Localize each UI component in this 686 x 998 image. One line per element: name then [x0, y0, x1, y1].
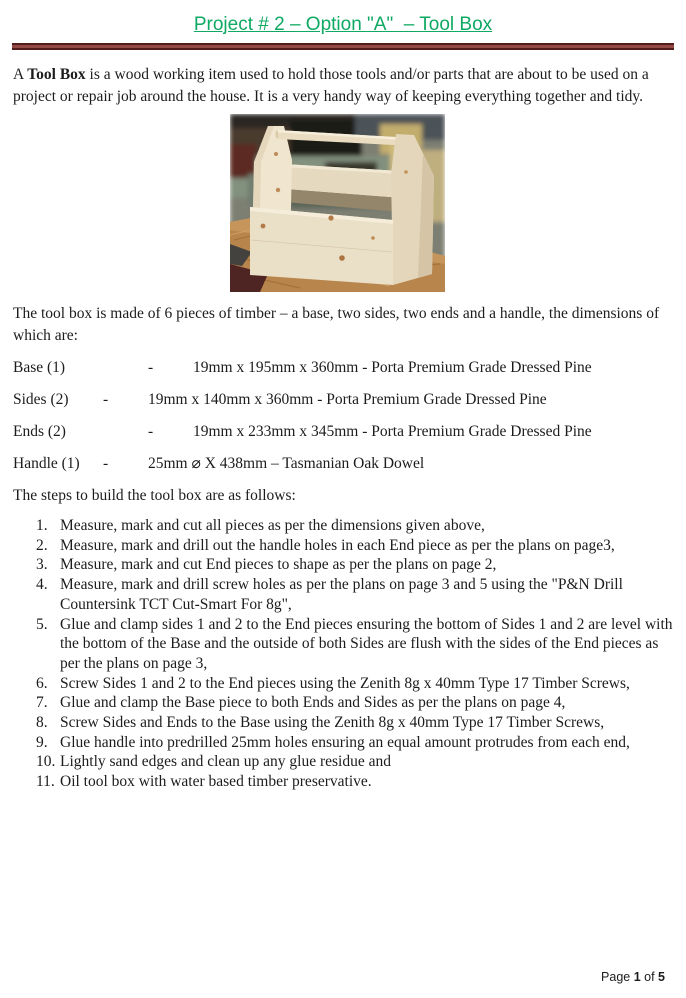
- step-text: Measure, mark and drill screw holes as per the plans on page 3 and 5 using the "P&N Drill Countersink TCT Cut-Smart For 8g",: [60, 576, 623, 613]
- part-dash: -: [103, 391, 109, 408]
- step-item: [36, 693, 673, 713]
- part-row-sides: [13, 389, 673, 411]
- step-text: Measure, mark and cut all pieces as per the dimensions given above,: [60, 517, 485, 534]
- page-number-footer: [601, 970, 665, 984]
- intro-paragraph: [13, 64, 673, 108]
- step-item: [36, 772, 673, 792]
- step-item: [36, 713, 673, 733]
- step-number: 9.: [36, 733, 48, 751]
- step-number: 8.: [36, 714, 48, 732]
- step-item: [36, 555, 673, 575]
- page-title: Project # 2 – Option "A" – Tool Box: [193, 14, 493, 35]
- steps-intro: The steps to build the tool box are as follows:: [13, 487, 296, 504]
- step-number: 3.: [36, 556, 48, 574]
- step-item: [36, 752, 673, 772]
- step-number: 4.: [36, 576, 48, 594]
- footer-current-page: 1: [633, 970, 641, 984]
- part-label: Base (1): [13, 359, 66, 376]
- step-text: Measure, mark and drill out the handle holes in each End piece as per the plans on page3,: [60, 536, 615, 554]
- title-divider-rule: [12, 43, 674, 50]
- part-dash: -: [148, 359, 154, 376]
- step-number: 11.: [36, 773, 55, 791]
- intro-rest: is a wood working item used to hold those tools and/or parts that are about to be used on a project or repair job around the house. It is a very handy way of keeping everything together and tidy.: [13, 66, 649, 105]
- step-text: Oil tool box with water based timber preservative.: [60, 773, 372, 791]
- step-number: 2.: [36, 536, 48, 554]
- intro-lead: A: [13, 66, 28, 83]
- step-text: Lightly sand edges and clean up any glue residue and: [60, 753, 391, 771]
- part-label: Handle (1): [13, 455, 80, 472]
- part-row-handle: [13, 453, 673, 475]
- step-item: [36, 674, 673, 694]
- part-spec: 19mm x 233mm x 345mm - Porta Premium Grade Dressed Pine: [193, 423, 592, 440]
- step-number: 1.: [36, 517, 48, 534]
- part-label: Ends (2): [13, 423, 66, 440]
- materials-intro: The tool box is made of 6 pieces of timber – a base, two sides, two ends and a handle, the dimensions of which are:: [13, 305, 660, 344]
- footer-prefix: Page: [601, 970, 634, 984]
- step-text: Screw Sides and Ends to the Base using the Zenith 8g x 40mm Type 17 Timber Screws,: [60, 714, 605, 732]
- step-text: Glue handle into predrilled 25mm holes ensuring an equal amount protrudes from each end,: [60, 733, 630, 751]
- steps-list: [36, 516, 673, 792]
- part-row-ends: [13, 421, 673, 443]
- part-spec: 19mm x 140mm x 360mm - Porta Premium Grade Dressed Pine: [148, 391, 547, 408]
- step-item: [36, 615, 673, 674]
- step-number: 7.: [36, 694, 48, 712]
- step-number: 5.: [36, 615, 48, 633]
- part-label: Sides (2): [13, 391, 69, 408]
- footer-middle: of: [640, 970, 659, 984]
- part-row-base: [13, 357, 673, 379]
- step-item: [36, 733, 673, 753]
- part-dash: -: [103, 455, 109, 472]
- intro-bold-term: Tool Box: [27, 66, 86, 83]
- footer-total-pages: 5: [658, 970, 665, 984]
- step-number: 6.: [36, 674, 48, 692]
- step-item: [36, 516, 673, 536]
- step-text: Measure, mark and cut End pieces to shape as per the plans on page 2,: [60, 556, 497, 574]
- step-item: [36, 536, 673, 556]
- step-text: Screw Sides 1 and 2 to the End pieces using the Zenith 8g x 40mm Type 17 Timber Screws,: [60, 674, 630, 692]
- part-dash: -: [148, 423, 154, 440]
- step-number: 10.: [36, 753, 56, 771]
- toolbox-photo: [230, 114, 445, 292]
- step-item: [36, 575, 673, 614]
- part-spec: 25mm ⌀ X 438mm – Tasmanian Oak Dowel: [148, 455, 425, 472]
- toolbox-photo-svg: [230, 114, 445, 292]
- step-text: Glue and clamp the Base piece to both Ends and Sides as per the plans on page 4,: [60, 694, 566, 712]
- part-spec: 19mm x 195mm x 360mm - Porta Premium Grade Dressed Pine: [193, 359, 592, 376]
- step-text: Glue and clamp sides 1 and 2 to the End pieces ensuring the bottom of Sides 1 and 2 are level with the bottom of the Base and the outside of both Sides are flush with the sides of the End pieces as per the plans on page 3,: [60, 615, 673, 672]
